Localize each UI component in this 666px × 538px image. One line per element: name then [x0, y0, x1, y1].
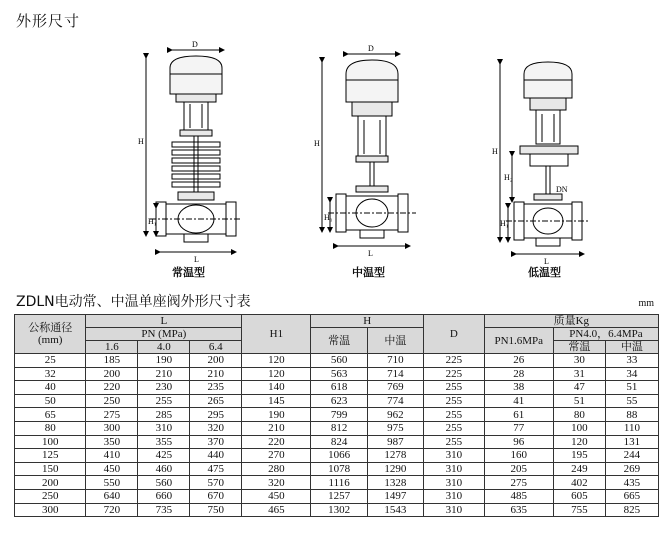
table-cell: 774	[367, 394, 423, 408]
table-cell: 280	[242, 462, 311, 476]
table-cell: 1328	[367, 476, 423, 490]
table-row	[15, 476, 659, 490]
table-cell: 350	[86, 435, 138, 449]
table-cell: 28	[484, 367, 553, 381]
table-cell: 402	[553, 476, 605, 490]
table-cell: 145	[242, 394, 311, 408]
table-cell: 220	[86, 381, 138, 395]
figure-caption-low: 低温型	[528, 266, 561, 279]
table-cell: 450	[86, 462, 138, 476]
table-cell: 769	[367, 381, 423, 395]
unit-label: mm	[638, 298, 654, 309]
table-cell: 720	[86, 503, 138, 517]
header-h-medium: 中温	[367, 328, 423, 354]
table-cell: 51	[553, 394, 605, 408]
dim-l-label-1: L	[194, 255, 199, 264]
table-cell: 735	[138, 503, 190, 517]
table-cell: 310	[424, 476, 485, 490]
table-row	[15, 394, 659, 408]
dim-h1-label-3: H₁	[500, 219, 509, 228]
table-cell: 485	[484, 489, 553, 503]
table-cell: 714	[367, 367, 423, 381]
table-cell: 31	[553, 367, 605, 381]
table-cell: 150	[15, 462, 86, 476]
table-cell: 410	[86, 449, 138, 463]
header-pn-2: 4.0	[138, 341, 190, 354]
table-cell: 250	[15, 489, 86, 503]
table-cell: 1078	[311, 462, 367, 476]
header-pn-3: 6.4	[190, 341, 242, 354]
table-cell: 220	[242, 435, 311, 449]
table-cell: 550	[86, 476, 138, 490]
dim-h1-label-1: H₁	[148, 217, 157, 226]
table-cell: 225	[424, 354, 485, 368]
table-cell: 285	[138, 408, 190, 422]
table-cell: 25	[15, 354, 86, 368]
dimension-table	[14, 314, 659, 517]
table-cell: 210	[242, 421, 311, 435]
dim-h2-label-3: H₂	[504, 173, 513, 182]
table-cell: 635	[484, 503, 553, 517]
table-cell: 1543	[367, 503, 423, 517]
table-cell: 125	[15, 449, 86, 463]
table-cell: 185	[86, 354, 138, 368]
table-cell: 41	[484, 394, 553, 408]
table-cell: 210	[190, 367, 242, 381]
table-cell: 1257	[311, 489, 367, 503]
table-cell: 1497	[367, 489, 423, 503]
table-cell: 120	[242, 367, 311, 381]
header-nominal: 公称通径 (mm)	[15, 315, 86, 354]
table-cell: 1116	[311, 476, 367, 490]
dim-d-label-1: D	[192, 40, 198, 49]
table-cell: 131	[605, 435, 658, 449]
table-cell: 370	[190, 435, 242, 449]
table-cell: 755	[553, 503, 605, 517]
table-cell: 1278	[367, 449, 423, 463]
header-pn: PN (MPa)	[86, 328, 242, 341]
table-cell: 320	[242, 476, 311, 490]
header-weight: 质量Kg	[484, 315, 658, 328]
table-cell: 200	[86, 367, 138, 381]
table-cell: 605	[553, 489, 605, 503]
table-cell: 1066	[311, 449, 367, 463]
table-cell: 50	[15, 394, 86, 408]
table-cell: 475	[190, 462, 242, 476]
table-cell: 235	[190, 381, 242, 395]
table-cell: 77	[484, 421, 553, 435]
header-weight-pn16: PN1.6MPa	[484, 328, 553, 354]
table-cell: 623	[311, 394, 367, 408]
dim-l-label-3: L	[544, 257, 549, 266]
table-cell: 670	[190, 489, 242, 503]
table-cell: 205	[484, 462, 553, 476]
dim-l-label-2: L	[368, 249, 373, 258]
table-row	[15, 503, 659, 517]
table-cell: 110	[605, 421, 658, 435]
table-cell: 40	[15, 381, 86, 395]
table-cell: 88	[605, 408, 658, 422]
table-cell: 563	[311, 367, 367, 381]
header-D: D	[424, 315, 485, 354]
table-cell: 255	[424, 421, 485, 435]
table-cell: 824	[311, 435, 367, 449]
table-row	[15, 449, 659, 463]
header-pn-1: 1.6	[86, 341, 138, 354]
table-row	[15, 367, 659, 381]
table-cell: 460	[138, 462, 190, 476]
table-cell: 975	[367, 421, 423, 435]
valve-drawings	[0, 34, 666, 284]
table-cell: 96	[484, 435, 553, 449]
dim-h-label-3: H	[492, 147, 498, 156]
dim-dn-label-3: DN	[556, 185, 568, 194]
table-row	[15, 462, 659, 476]
table-row	[15, 381, 659, 395]
table-cell: 987	[367, 435, 423, 449]
table-cell: 200	[15, 476, 86, 490]
table-cell: 120	[553, 435, 605, 449]
low-temp-valve-drawing	[500, 62, 590, 254]
table-cell: 140	[242, 381, 311, 395]
header-H: H	[311, 315, 424, 328]
normal-temp-valve-drawing	[146, 50, 242, 252]
table-cell: 255	[424, 381, 485, 395]
table-cell: 190	[138, 354, 190, 368]
table-cell: 32	[15, 367, 86, 381]
table-row	[15, 354, 659, 368]
table-cell: 270	[242, 449, 311, 463]
figure-caption-medium: 中温型	[352, 266, 385, 279]
table-cell: 300	[86, 421, 138, 435]
header-L: L	[86, 315, 242, 328]
table-cell: 230	[138, 381, 190, 395]
table-cell: 799	[311, 408, 367, 422]
table-cell: 435	[605, 476, 658, 490]
table-cell: 440	[190, 449, 242, 463]
table-cell: 100	[15, 435, 86, 449]
table-cell: 225	[424, 367, 485, 381]
dim-h-label-2: H	[314, 139, 320, 148]
table-cell: 244	[605, 449, 658, 463]
table-row	[15, 435, 659, 449]
table-cell: 560	[138, 476, 190, 490]
table-cell: 80	[15, 421, 86, 435]
header-h-normal: 常温	[311, 328, 367, 354]
page-title: 外形尺寸	[16, 12, 81, 30]
table-cell: 310	[424, 462, 485, 476]
table-row	[15, 408, 659, 422]
table-cell: 320	[190, 421, 242, 435]
dim-h1-label-2: H₁	[324, 213, 333, 222]
table-cell: 570	[190, 476, 242, 490]
header-weight-pn40: PN4.0，6.4MPa	[553, 328, 658, 341]
table-cell: 47	[553, 381, 605, 395]
table-cell: 269	[605, 462, 658, 476]
table-cell: 255	[138, 394, 190, 408]
dim-d-label-2: D	[368, 44, 374, 53]
table-row	[15, 489, 659, 503]
header-H1: H1	[242, 315, 311, 354]
table-cell: 34	[605, 367, 658, 381]
table-cell: 38	[484, 381, 553, 395]
table-cell: 310	[424, 489, 485, 503]
table-cell: 560	[311, 354, 367, 368]
table-cell: 450	[242, 489, 311, 503]
table-cell: 275	[484, 476, 553, 490]
table-cell: 51	[605, 381, 658, 395]
table-cell: 30	[553, 354, 605, 368]
table-row	[15, 421, 659, 435]
table-cell: 665	[605, 489, 658, 503]
table-cell: 812	[311, 421, 367, 435]
header-weight-medium: 中温	[605, 341, 658, 354]
figure-caption-normal: 常温型	[172, 266, 205, 279]
table-cell: 275	[86, 408, 138, 422]
table-cell: 640	[86, 489, 138, 503]
table-cell: 962	[367, 408, 423, 422]
table-cell: 265	[190, 394, 242, 408]
table-cell: 55	[605, 394, 658, 408]
medium-temp-valve-drawing	[322, 54, 416, 246]
table-cell: 120	[242, 354, 311, 368]
table-cell: 750	[190, 503, 242, 517]
table-cell: 465	[242, 503, 311, 517]
table-title: ZDLN电动常、中温单座阀外形尺寸表	[16, 294, 251, 310]
table-cell: 200	[190, 354, 242, 368]
table-cell: 300	[15, 503, 86, 517]
table-cell: 33	[605, 354, 658, 368]
table-cell: 255	[424, 394, 485, 408]
dim-h-label-1: H	[138, 137, 144, 146]
table-cell: 249	[553, 462, 605, 476]
table-cell: 295	[190, 408, 242, 422]
table-cell: 355	[138, 435, 190, 449]
table-cell: 310	[424, 449, 485, 463]
table-cell: 250	[86, 394, 138, 408]
table-cell: 100	[553, 421, 605, 435]
table-cell: 255	[424, 435, 485, 449]
table-cell: 26	[484, 354, 553, 368]
table-cell: 61	[484, 408, 553, 422]
table-cell: 425	[138, 449, 190, 463]
table-cell: 310	[424, 503, 485, 517]
table-cell: 195	[553, 449, 605, 463]
table-cell: 190	[242, 408, 311, 422]
table-cell: 1290	[367, 462, 423, 476]
table-cell: 255	[424, 408, 485, 422]
table-cell: 660	[138, 489, 190, 503]
table-cell: 65	[15, 408, 86, 422]
table-cell: 210	[138, 367, 190, 381]
table-cell: 710	[367, 354, 423, 368]
table-cell: 80	[553, 408, 605, 422]
table-cell: 825	[605, 503, 658, 517]
table-cell: 618	[311, 381, 367, 395]
table-cell: 1302	[311, 503, 367, 517]
header-weight-normal: 常温	[553, 341, 605, 354]
table-cell: 160	[484, 449, 553, 463]
table-cell: 310	[138, 421, 190, 435]
